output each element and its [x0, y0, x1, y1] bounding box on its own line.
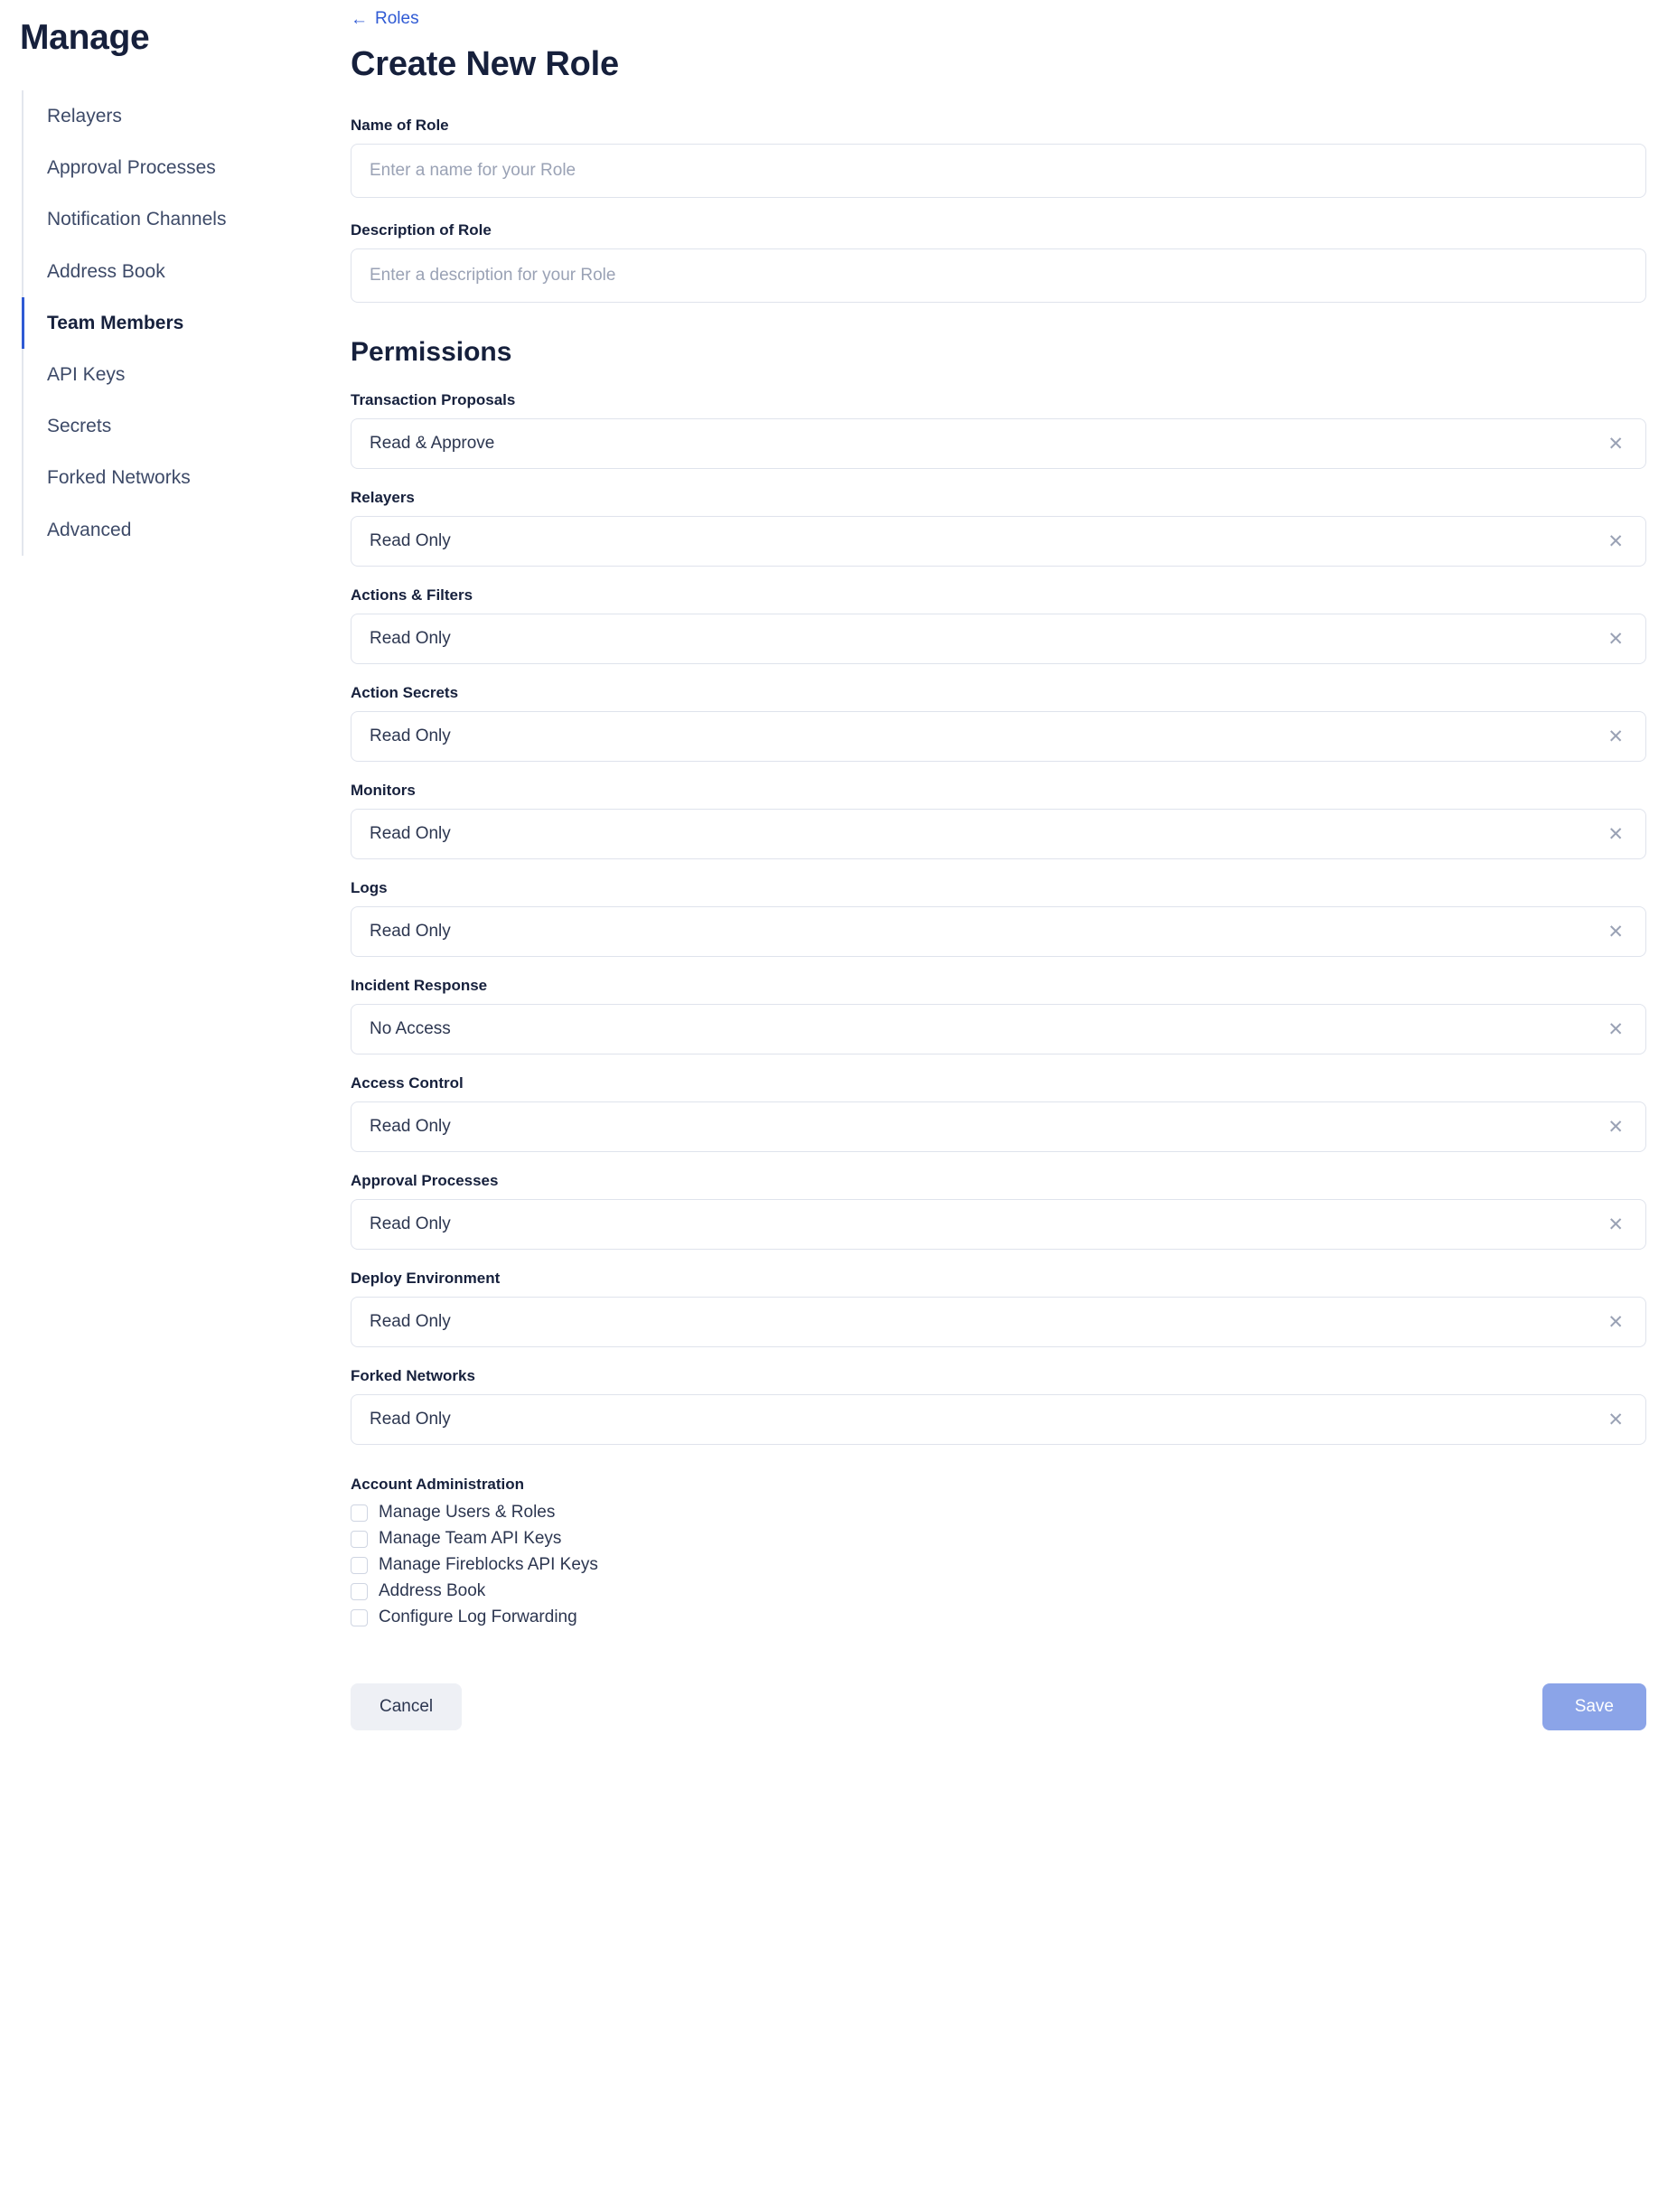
close-icon[interactable]: ✕: [1607, 1116, 1624, 1138]
sidebar-item-relayers[interactable]: [23, 90, 346, 142]
main-content: [346, 0, 1668, 2212]
close-icon[interactable]: ✕: [1607, 1214, 1624, 1235]
permission-select[interactable]: [351, 809, 1646, 859]
permission-value: Read Only: [370, 1312, 451, 1331]
description-of-role-input[interactable]: [351, 248, 1646, 303]
permission-value: Read Only: [370, 726, 451, 745]
permission-deploy-environment: [351, 1270, 1624, 1347]
permission-select[interactable]: [351, 711, 1646, 762]
sidebar-item-approval-processes[interactable]: [23, 142, 346, 193]
permission-value: Read Only: [370, 1410, 451, 1429]
close-icon[interactable]: ✕: [1607, 1311, 1624, 1333]
sidebar-item-advanced[interactable]: [23, 504, 346, 556]
arrow-left-icon: ←: [351, 9, 368, 29]
checkbox-row-manage-users-roles[interactable]: [351, 1503, 1557, 1523]
checkbox-icon[interactable]: [351, 1531, 368, 1548]
sidebar-nav: [22, 90, 346, 556]
sidebar-title: Manage: [20, 18, 150, 57]
close-icon[interactable]: ✕: [1607, 726, 1624, 747]
permission-value: Read Only: [370, 922, 451, 941]
checkbox-row-manage-fireblocks-api-keys[interactable]: [351, 1555, 1557, 1575]
sidebar-item-team-members[interactable]: [23, 297, 346, 349]
permission-value: Read Only: [370, 629, 451, 648]
checkbox-icon[interactable]: [351, 1583, 368, 1600]
name-of-role-input[interactable]: [351, 144, 1646, 198]
sidebar-item-label: API Keys: [47, 363, 126, 385]
cancel-button[interactable]: Cancel: [351, 1683, 462, 1730]
sidebar-item-label: Notification Channels: [47, 209, 227, 230]
permission-label: Transaction Proposals: [351, 391, 516, 408]
checkbox-row-manage-team-api-keys[interactable]: [351, 1529, 1557, 1549]
sidebar-item-label: Approval Processes: [47, 157, 216, 179]
permission-monitors: [351, 782, 1624, 859]
account-administration-label: Account Administration: [351, 1476, 525, 1493]
permission-value: Read Only: [370, 1117, 451, 1136]
sidebar-item-forked-networks[interactable]: [23, 452, 346, 503]
permission-select[interactable]: [351, 418, 1646, 469]
sidebar-item-label: Address Book: [47, 260, 165, 282]
checkbox-icon[interactable]: [351, 1504, 368, 1522]
account-administration-section: [351, 1476, 1557, 1627]
close-icon[interactable]: ✕: [1607, 1409, 1624, 1430]
field-group-name: [351, 117, 1557, 198]
permission-select[interactable]: [351, 906, 1646, 957]
permission-logs: [351, 879, 1624, 957]
checkbox-label: Configure Log Forwarding: [379, 1607, 577, 1626]
permission-select[interactable]: [351, 1394, 1646, 1445]
form-footer: [351, 1683, 1646, 1767]
sidebar-item-notification-channels[interactable]: [23, 193, 346, 245]
checkbox-icon[interactable]: [351, 1609, 368, 1626]
permission-access-control: [351, 1074, 1624, 1152]
permission-label: Actions & Filters: [351, 586, 473, 604]
checkbox-label: Manage Team API Keys: [379, 1529, 562, 1548]
sidebar: [0, 0, 346, 2212]
permission-value: Read & Approve: [370, 434, 495, 453]
close-icon[interactable]: ✕: [1607, 921, 1624, 942]
checkbox-icon[interactable]: [351, 1557, 368, 1574]
permission-actions-filters: [351, 586, 1624, 664]
close-icon[interactable]: ✕: [1607, 823, 1624, 845]
sidebar-item-label: Forked Networks: [47, 467, 191, 489]
checkbox-row-address-book[interactable]: [351, 1581, 1557, 1601]
page-title: Create New Role: [351, 45, 619, 83]
permission-label: Monitors: [351, 782, 416, 799]
checkbox-label: Manage Fireblocks API Keys: [379, 1555, 598, 1574]
close-icon[interactable]: ✕: [1607, 433, 1624, 455]
permission-label: Incident Response: [351, 977, 488, 994]
permission-label: Forked Networks: [351, 1367, 475, 1384]
close-icon[interactable]: ✕: [1607, 628, 1624, 650]
name-of-role-label: Name of Role: [351, 117, 449, 134]
permission-select[interactable]: [351, 516, 1646, 567]
permission-select[interactable]: [351, 1199, 1646, 1250]
sidebar-item-api-keys[interactable]: [23, 349, 346, 400]
checkbox-row-configure-log-forwarding[interactable]: [351, 1607, 1557, 1627]
permission-value: Read Only: [370, 531, 451, 550]
permissions-heading: Permissions: [351, 337, 512, 367]
permission-action-secrets: [351, 684, 1624, 762]
permission-label: Deploy Environment: [351, 1270, 501, 1287]
permission-value: No Access: [370, 1019, 451, 1038]
description-of-role-label: Description of Role: [351, 221, 492, 239]
breadcrumb-back-to-roles[interactable]: [351, 0, 419, 29]
permission-label: Logs: [351, 879, 388, 896]
field-group-description: [351, 221, 1557, 303]
sidebar-item-label: Relayers: [47, 106, 122, 127]
permission-relayers: [351, 489, 1624, 567]
permission-select[interactable]: [351, 1297, 1646, 1347]
save-button[interactable]: Save: [1542, 1683, 1646, 1730]
permission-value: Read Only: [370, 824, 451, 843]
permission-incident-response: [351, 977, 1624, 1054]
sidebar-item-label: Advanced: [47, 519, 132, 540]
close-icon[interactable]: ✕: [1607, 530, 1624, 552]
close-icon[interactable]: ✕: [1607, 1018, 1624, 1040]
permission-select[interactable]: [351, 1004, 1646, 1054]
checkbox-label: Address Book: [379, 1581, 486, 1600]
checkbox-label: Manage Users & Roles: [379, 1503, 556, 1522]
permission-label: Approval Processes: [351, 1172, 499, 1189]
permission-select[interactable]: [351, 1101, 1646, 1152]
permission-label: Relayers: [351, 489, 415, 506]
permission-forked-networks: [351, 1367, 1624, 1445]
sidebar-item-secrets[interactable]: [23, 400, 346, 452]
sidebar-item-label: Secrets: [47, 416, 112, 437]
permission-label: Access Control: [351, 1074, 464, 1092]
sidebar-item-address-book[interactable]: [23, 246, 346, 297]
permission-value: Read Only: [370, 1214, 451, 1233]
permission-approval-processes: [351, 1172, 1624, 1250]
breadcrumb-label: Roles: [375, 9, 419, 28]
permission-select[interactable]: [351, 614, 1646, 664]
permission-label: Action Secrets: [351, 684, 459, 701]
permission-transaction-proposals: [351, 391, 1624, 469]
sidebar-item-label: Team Members: [47, 312, 184, 333]
